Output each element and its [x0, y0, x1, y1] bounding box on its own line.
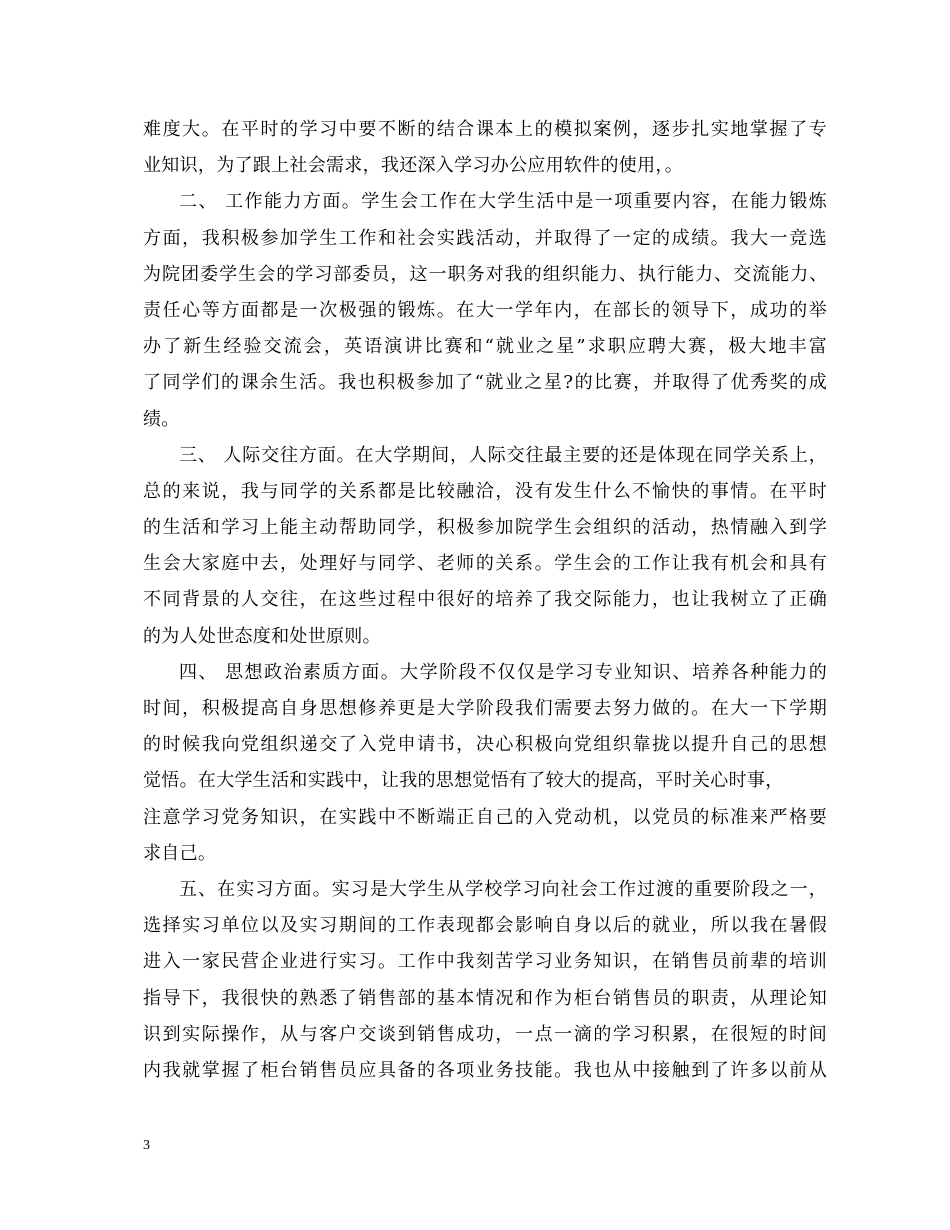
text-line: 为院团委学生会的学习部委员，这一职务对我的组织能力、执行能力、交流能力、 [143, 263, 827, 285]
text-line: 绩。 [143, 408, 180, 430]
text-line: 指导下，我很快的熟悉了销售部的基本情况和作为柜台销售员的职责，从理论知 [143, 987, 827, 1009]
body-text [143, 112, 827, 1089]
text-line: 的为人处世态度和处世原则。 [143, 625, 381, 647]
text-line: 的时候我向党组织递交了入党申请书，决心积极向党组织靠拢以提升自己的思想 [143, 734, 827, 756]
text-line: 业知识，为了跟上社会需求，我还深入学习办公应用软件的使用，。 [143, 155, 683, 177]
text-line: 的生活和学习上能主动帮助同学，积极参加院学生会组织的活动，热情融入到学 [143, 517, 827, 539]
text-line: 总的来说，我与同学的关系都是比较融洽，没有发生什么不愉快的事情。在平时 [143, 480, 827, 502]
text-line: 生会大家庭中去，处理好与同学、老师的关系。学生会的工作让我有机会和具有 [143, 553, 827, 575]
paragraph-political [143, 655, 827, 872]
text-line: 难度大。在平时的学习中要不断的结合课本上的模拟案例，逐步扎实地掌握了专 [143, 119, 827, 140]
paragraph-study-continued [143, 112, 827, 184]
text-line: 五、在实习方面。实习是大学生从学校学习向社会工作过渡的重要阶段之一， [179, 878, 827, 900]
text-line: 觉悟。在大学生活和实践中，让我的思想觉悟有了较大的提高，平时关心时事， [143, 770, 784, 792]
paragraph-internship [143, 872, 827, 1089]
text-line: 四、 思想政治素质方面。大学阶段不仅仅是学习专业知识、培养各种能力的 [179, 661, 827, 683]
text-line: 不同背景的人交往，在这些过程中很好的培养了我交际能力，也让我树立了正确 [143, 589, 827, 611]
paragraph-interpersonal [143, 438, 827, 655]
page-number: 3 [143, 1138, 150, 1153]
paragraph-work-ability [143, 184, 827, 437]
text-line: 注意学习党务知识，在实践中不断端正自己的入党动机，以党员的标准来严格要 [143, 806, 827, 828]
text-line: 方面，我积极参加学生工作和社会实践活动，并取得了一定的成绩。我大一竞选 [143, 227, 827, 249]
text-line: 选择实习单位以及实习期间的工作表现都会影响自身以后的就业，所以我在暑假 [143, 915, 827, 937]
text-line: 责任心等方面都是一次极强的锻炼。在大一学年内，在部长的领导下，成功的举 [143, 299, 827, 321]
text-line: 三、 人际交往方面。在大学期间，人际交往最主要的还是体现在同学关系上， [179, 444, 827, 466]
text-line: 办了新生经验交流会，英语演讲比赛和“就业之星”求职应聘大赛，极大地丰富 [143, 336, 827, 358]
text-line: 识到实际操作，从与客户交谈到销售成功，一点一滴的学习积累，在很短的时间 [143, 1023, 827, 1045]
text-line: 了同学们的课余生活。我也积极参加了“就业之星?的比赛，并取得了优秀奖的成 [143, 372, 827, 394]
text-line: 二、 工作能力方面。学生会工作在大学生活中是一项重要内容，在能力锻炼 [179, 191, 827, 213]
text-line: 内我就掌握了柜台销售员应具备的各项业务技能。我也从中接触到了许多以前从 [143, 1059, 827, 1081]
text-line: 求自己。 [143, 842, 217, 864]
text-line: 时间，积极提高自身思想修养更是大学阶段我们需要去努力做的。在大一下学期 [143, 698, 827, 719]
text-line: 进入一家民营企业进行实习。工作中我刻苦学习业务知识，在销售员前辈的培训 [143, 951, 827, 973]
